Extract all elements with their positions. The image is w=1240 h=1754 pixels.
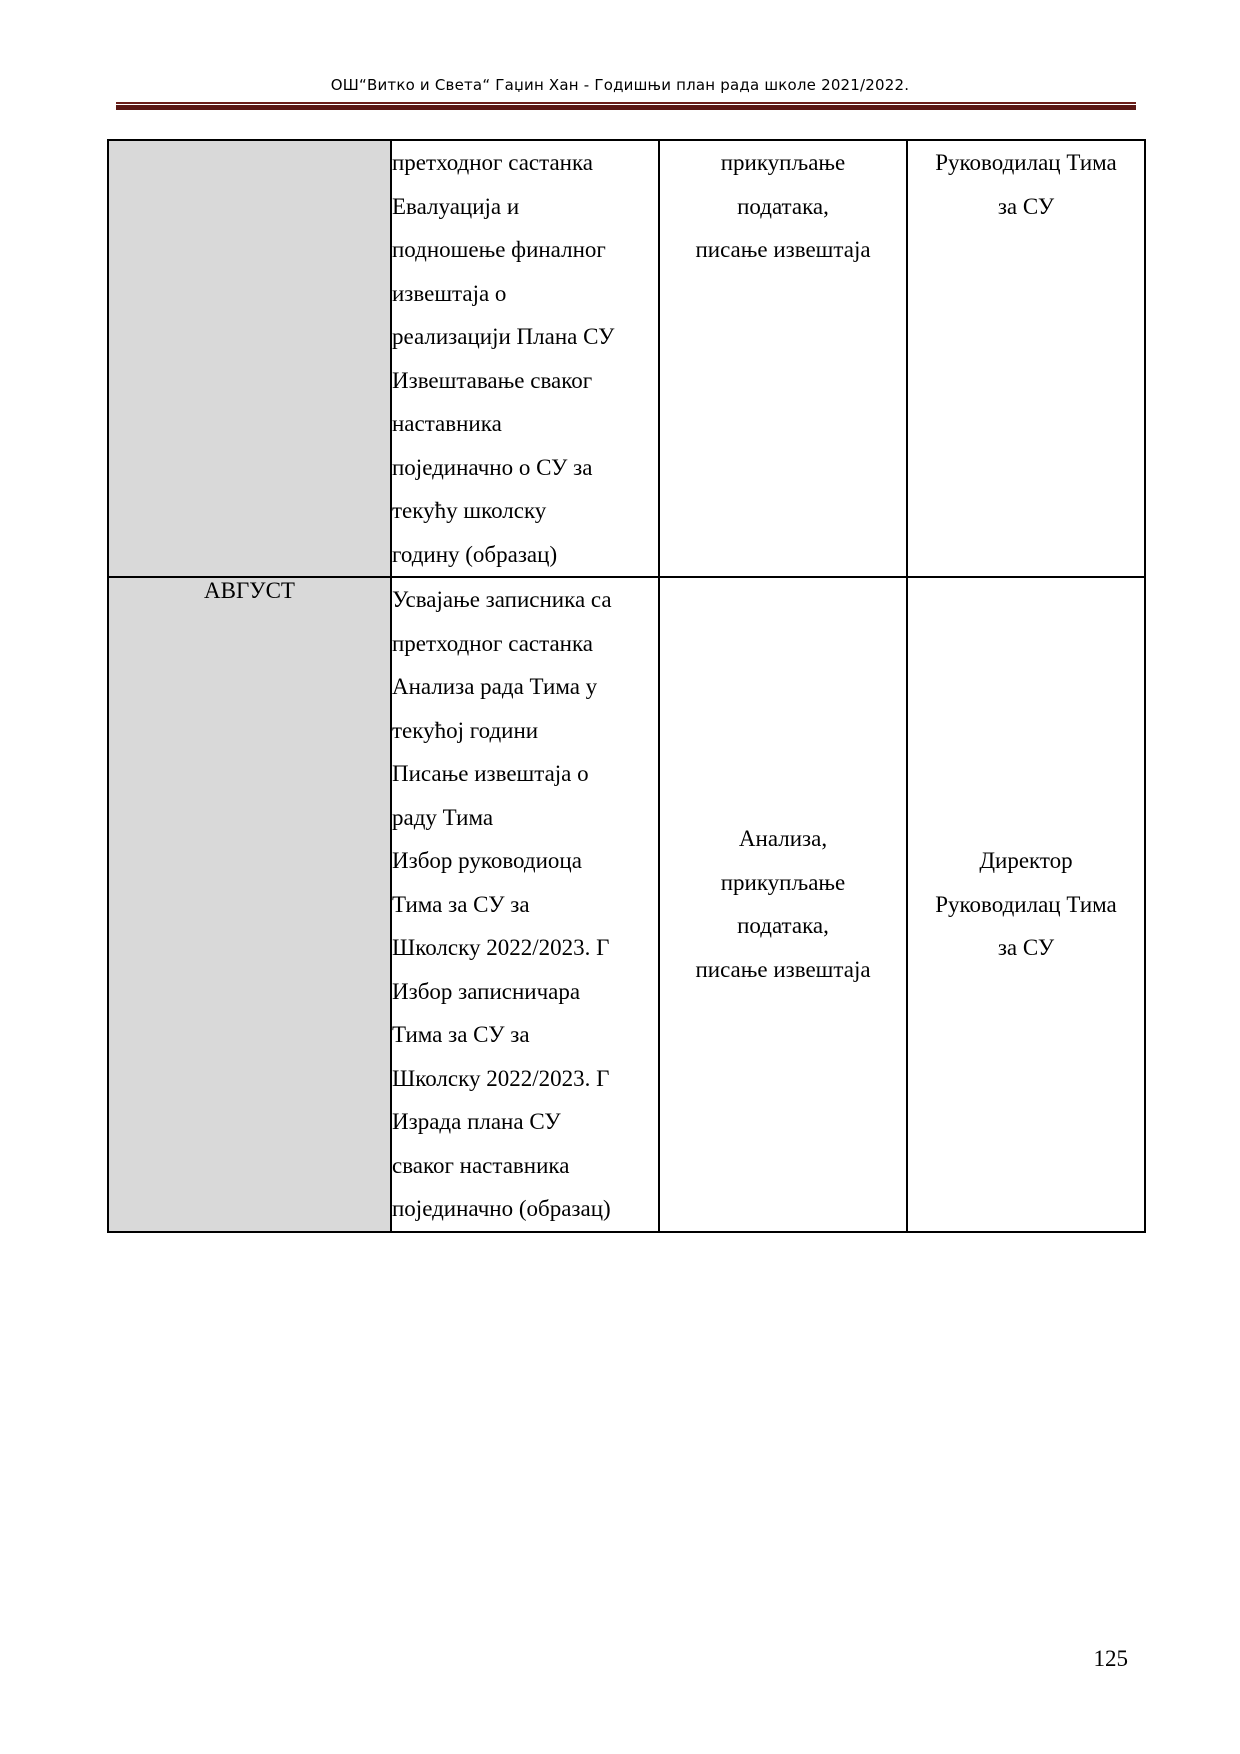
responsible-cell [907,140,1145,577]
activity-line: текућу школску [392,498,547,523]
activity-line: наставника [392,411,502,436]
page-number: 125 [1093,1646,1128,1671]
header-rule-thick [116,105,1136,110]
methods-cell [659,577,907,1232]
responsible-line: Руководилац Тима [935,891,1117,917]
activity-line: Тима за СУ за [392,1022,530,1047]
method-line: писање извештаја [695,237,871,262]
activity-line: реализацији Плана СУ [392,324,615,349]
methods-cell [659,140,907,577]
activity-line: раду Тима [392,804,494,830]
activity-line: Избор записничара [392,978,581,1004]
method-line: писање извештаја [695,956,871,982]
activity-line: Тима за СУ за [392,891,530,917]
method-line: прикупљање [720,150,846,175]
header-rule-thin [116,102,1136,104]
activity-line: претходног састанка [392,630,594,656]
activity-line: Усвајање записника са [392,587,612,612]
activity-line: појединачно о СУ за [392,454,593,480]
activity-line: Писање извештаја о [392,761,589,786]
activity-line: претходног састанка [392,150,594,175]
method-line: прикупљање [720,869,846,895]
activity-line: Школску 2022/2023. Г [392,935,610,960]
page-header-title: ОШ“Витко и Света“ Гаџин Хан - Годишњи план рада школе 2021/2022. [330,76,910,94]
activity-line: Израда плана СУ [392,1109,561,1134]
plan-table [107,139,1146,1233]
activity-line: Анализа рада Тима у [392,674,598,699]
responsible-line: за СУ [997,935,1055,960]
activity-line: сваког наставника [392,1152,570,1178]
activity-line: Избор руководиоца [392,848,582,873]
table-row [108,140,1145,577]
month-cell: АВГУСТ [108,577,391,1232]
method-line: Анализа, [738,826,828,852]
activity-line: Евалуација и [392,193,520,219]
month-cell [108,140,391,577]
activity-line: Школску 2022/2023. Г [392,1065,610,1091]
table-row [108,577,1145,1232]
responsible-cell [907,577,1145,1232]
method-line: података, [737,193,829,219]
activities-cell [391,140,659,577]
responsible-line: за СУ [997,193,1055,219]
activities-cell [391,577,659,1232]
method-line: података, [737,913,829,939]
responsible-line: Директор [979,848,1073,873]
activity-line: годину (образац) [392,541,558,567]
activity-line: Извештавање сваког [392,367,593,393]
responsible-line: Руководилац Тима [935,150,1117,175]
activity-line: извештаја о [392,280,507,306]
activity-line: подношење финалног [392,237,606,262]
activity-line: текућој години [392,717,539,743]
activity-line: појединачно (образац) [392,1196,611,1221]
